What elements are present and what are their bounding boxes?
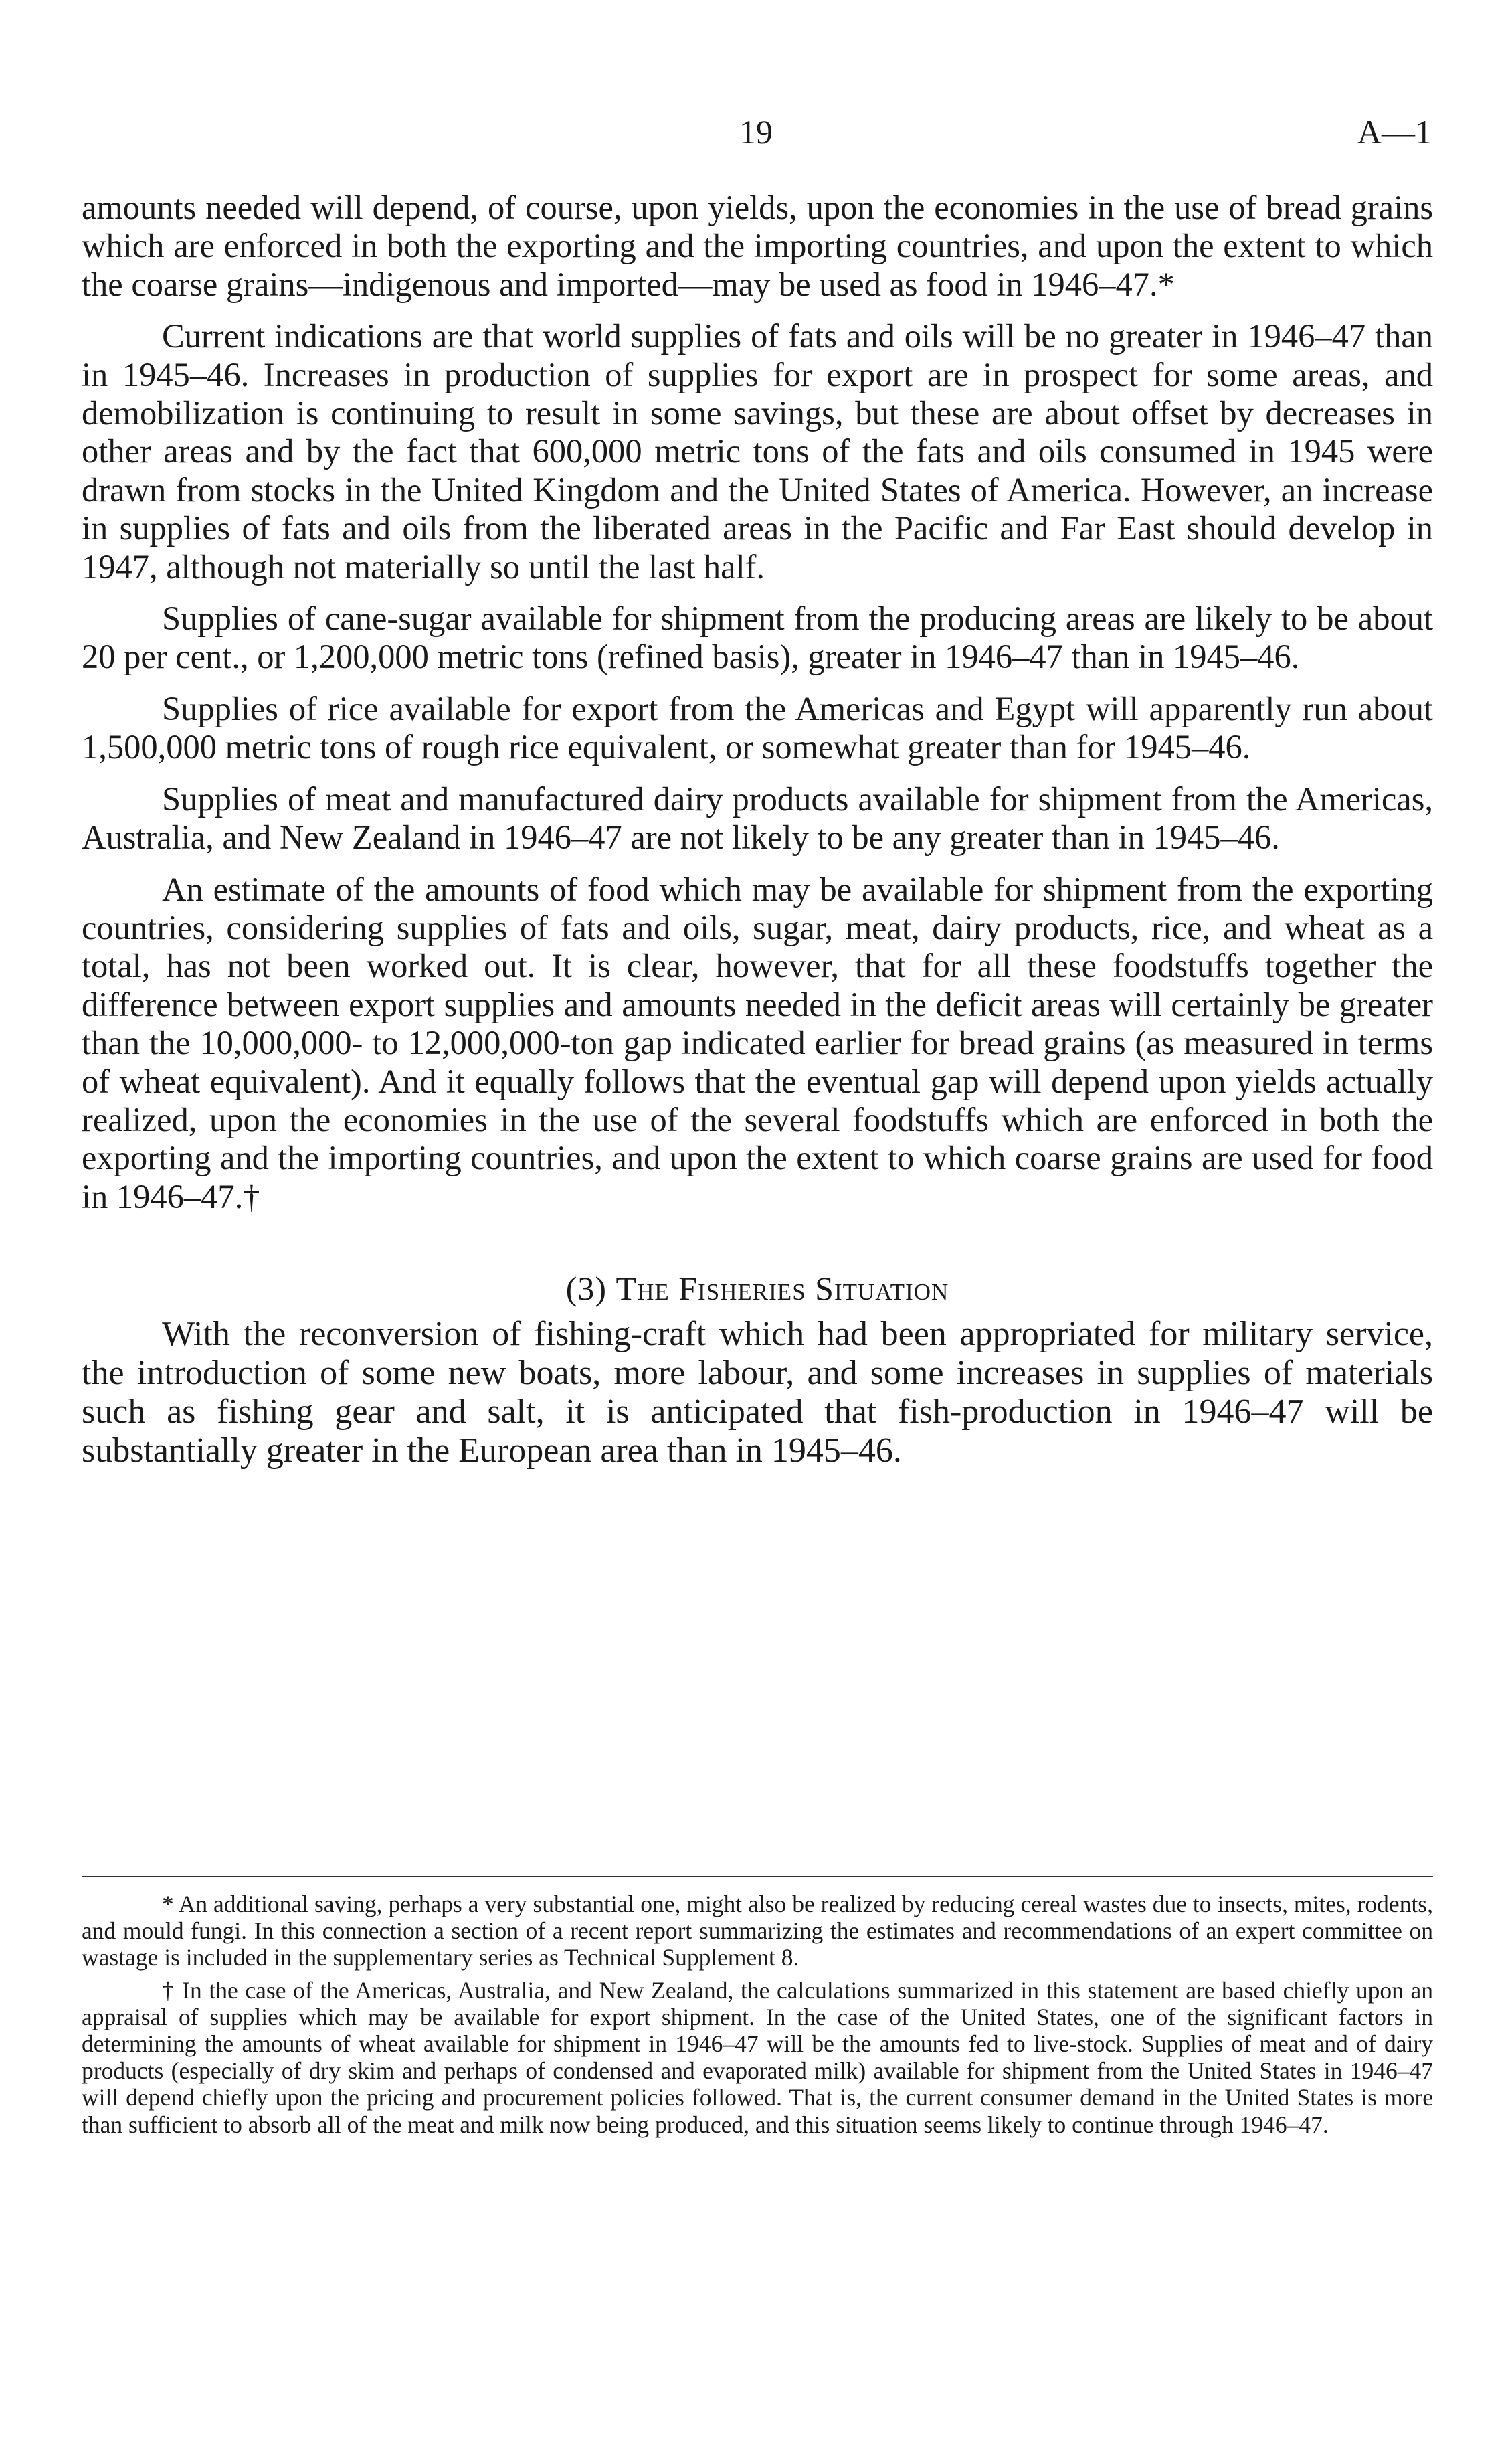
footnote-divider	[82, 1876, 1433, 1877]
paragraph-fats-oils: Current indications are that world supplies of fats and oils will be no greater in 1946–47 than in 1945–46. Increases in production of supplies for export are in prospect for some areas, and demobilization is continuing to result in some savings, but these are about offset by decreases in other areas and by the fact that 600,000 metric tons of the fats and oils consumed in 1945 were drawn from stocks in the United Kingdom and the United States of America. However, an increase in supplies of fats and oils from the liberated areas in the Pacific and Far East should develop in 1947, although not materially so until the last half.	[82, 317, 1433, 586]
paragraph-fisheries: With the reconversion of fishing-craft which had been appropriated for military service, the introduction of some new boats, more labour, and some increases in supplies of materials such as fishing gear and salt, it is anticipated that fish-production in 1946–47 will be substantially greater in the European area than in 1945–46.	[82, 1314, 1433, 1470]
footnote-asterisk: * An additional saving, perhaps a very substantial one, might also be realized by reducing cereal wastes due to insects, mites, rodents, and mould fungi. In this connection a section of a recent report summarizing the estimates and recommendations of an expert committee on wastage is included in the supplementary series as Technical Supplement 8.	[82, 1891, 1433, 1972]
document-reference: A—1	[1357, 113, 1432, 151]
section-title: The Fisheries Situation	[616, 1269, 949, 1308]
page-header	[80, 112, 1432, 153]
page-number: 19	[739, 113, 773, 151]
paragraph-rice: Supplies of rice available for export from the Americas and Egypt will apparently run about 1,500,000 metric tons of rough rice equivalent, or somewhat greater than for 1945–46.	[82, 689, 1433, 766]
section-number: (3)	[565, 1269, 607, 1308]
paragraph-estimate: An estimate of the amounts of food which may be available for shipment from the exporting countries, considering supplies of fats and oils, sugar, meat, dairy products, rice, and wheat as a total, has not been worked out. It is clear, however, that for all these foodstuffs together the difference between export supplies and amounts needed in the deficit areas will certainly be greater than the 10,000,000- to 12,000,000-ton gap indicated earlier for bread grains (as measured in terms of wheat equivalent). And it equally follows that the eventual gap will depend upon yields actually realized, upon the economies in the use of the several foodstuffs which are enforced in both the exporting and the importing countries, and upon the extent to which coarse grains are used for food in 1946–47.†	[82, 870, 1433, 1215]
footnotes	[82, 1891, 1433, 2143]
body-text	[82, 189, 1433, 1484]
paragraph-meat-dairy: Supplies of meat and manufactured dairy products available for shipment from the Americas, Australia, and New Zealand in 1946–47 are not likely to be any greater than in 1945–46.	[82, 780, 1433, 857]
paragraph-continued: amounts needed will depend, of course, upon yields, upon the economies in the use of bread grains which are enforced in both the exporting and the importing countries, and upon the extent to which the coarse grains—indigenous and imported—may be used as food in 1946–47.*	[82, 189, 1433, 303]
footnote-dagger: † In the case of the Americas, Australia, and New Zealand, the calculations summarized in this statement are based chiefly upon an appraisal of supplies which may be available for export shipment. In the case of the United States, one of the significant factors in determining the amounts of wheat available for shipment in 1946–47 will be the amounts fed to live-stock. Supplies of meat and of dairy products (especially of dry skim and perhaps of condensed and evaporated milk) available for shipment from the United States in 1946–47 will depend chiefly upon the pricing and procurement policies followed. That is, the current consumer demand in the United States is more than sufficient to absorb all of the meat and milk now being produced, and this situation seems likely to continue through 1946–47.	[82, 1976, 1433, 2138]
section-heading	[82, 1269, 1433, 1308]
paragraph-sugar: Supplies of cane-sugar available for shipment from the producing areas are likely to be about 20 per cent., or 1,200,000 metric tons (refined basis), greater in 1946–47 than in 1945–46.	[82, 600, 1433, 676]
